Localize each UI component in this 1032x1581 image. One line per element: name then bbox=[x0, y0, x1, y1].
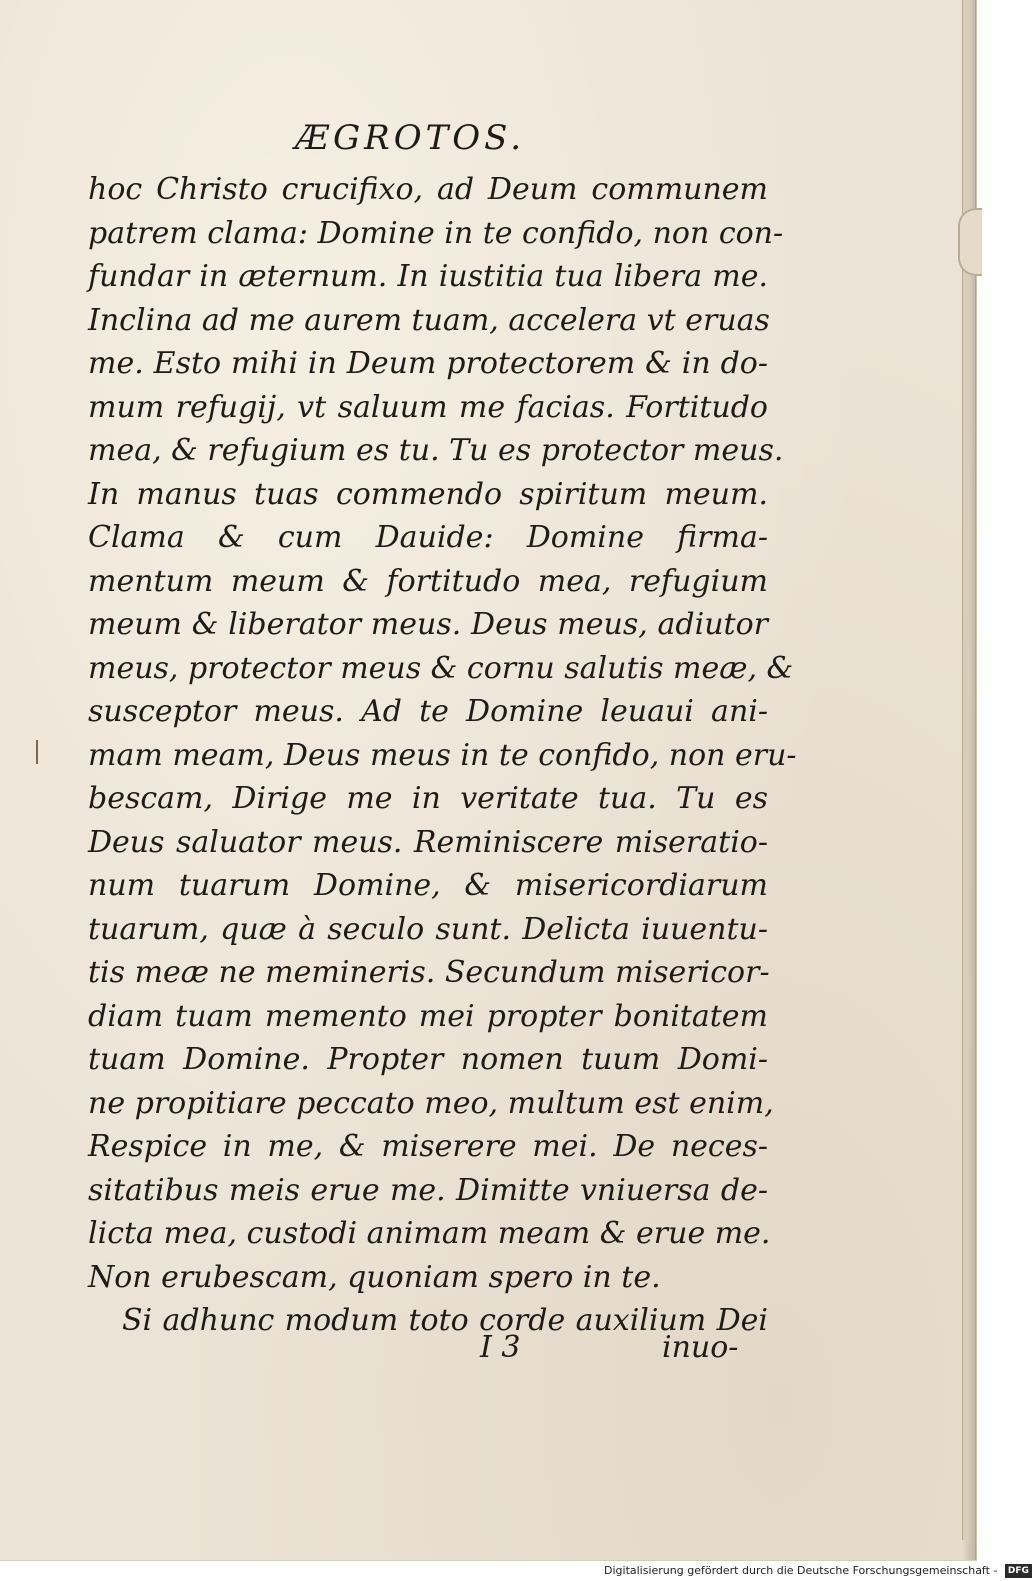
text-line: Respice in me, & miserere mei. De neces- bbox=[88, 1129, 768, 1164]
margin-mark bbox=[36, 740, 38, 764]
paragraph-start-line: Si adhunc modum toto corde auxilium Dei bbox=[122, 1303, 768, 1338]
text-line: me. Esto mihi in Deum protectorem & in do- bbox=[88, 346, 768, 381]
text-line: hoc Christo crucifixo, ad Deum communem bbox=[88, 172, 768, 207]
body-text bbox=[88, 168, 797, 1343]
text-line: tuarum, quæ à seculo sunt. Delicta iuuentu- bbox=[88, 911, 768, 947]
text-line: In manus tuas commendo spiritum meum. bbox=[88, 476, 768, 512]
text-line: meus, protector meus & cornu salutis meæ, & bbox=[88, 650, 794, 686]
text-line: tuam Domine. Propter nomen tuum Domi- bbox=[88, 1042, 768, 1077]
page-clip-tab bbox=[958, 208, 982, 276]
text-line: patrem clama: Domine in te confido, non con- bbox=[88, 215, 784, 251]
footer-text: Digitalisierung gefördert durch die Deutsche Forschungsgemeinschaft - bbox=[604, 1564, 998, 1577]
text-line: tis meæ ne memineris. Secundum misericor- bbox=[88, 955, 770, 990]
text-line: bescam, Dirige me in veritate tua. Tu es bbox=[88, 781, 768, 816]
running-head: ÆGROTOS. bbox=[294, 118, 526, 158]
text-line: fundar in æternum. In iustitia tua libera me. bbox=[88, 259, 768, 294]
signature-mark: I 3 bbox=[480, 1330, 521, 1365]
text-line: sitatibus meis erue me. Dimitte vniuersa de- bbox=[88, 1172, 768, 1208]
text-line: Inclina ad me aurem tuam, accelera vt eruas bbox=[88, 302, 770, 338]
text-line: meum & liberator meus. Deus meus, adiutor bbox=[88, 607, 768, 642]
text-line: mentum meum & fortitudo mea, refugium bbox=[88, 563, 768, 599]
text-line: num tuarum Domine, & misericordiarum bbox=[88, 868, 768, 903]
text-line: susceptor meus. Ad te Domine leuaui ani- bbox=[88, 694, 768, 729]
text-line: mum refugij, vt saluum me facias. Fortitudo bbox=[88, 389, 768, 425]
text-line: mea, & refugium es tu. Tu es protector meus. bbox=[88, 433, 784, 468]
dfg-logo: DFG bbox=[1005, 1564, 1032, 1578]
text-line: Deus saluator meus. Reminiscere miseratio- bbox=[88, 824, 768, 860]
text-line: ne propitiare peccato meo, multum est enim, bbox=[88, 1085, 774, 1121]
text-line: Clama & cum Dauide: Domine firma- bbox=[88, 520, 768, 555]
text-line: Non erubescam, quoniam spero in te. bbox=[88, 1259, 661, 1295]
catchword: inuo- bbox=[662, 1330, 739, 1365]
digitization-footer bbox=[604, 1561, 1032, 1581]
text-line: licta mea, custodi animam meam & erue me. bbox=[88, 1216, 771, 1251]
text-line: mam meam, Deus meus in te confido, non eru- bbox=[88, 737, 797, 773]
text-line: diam tuam memento mei propter bonitatem bbox=[88, 998, 768, 1034]
